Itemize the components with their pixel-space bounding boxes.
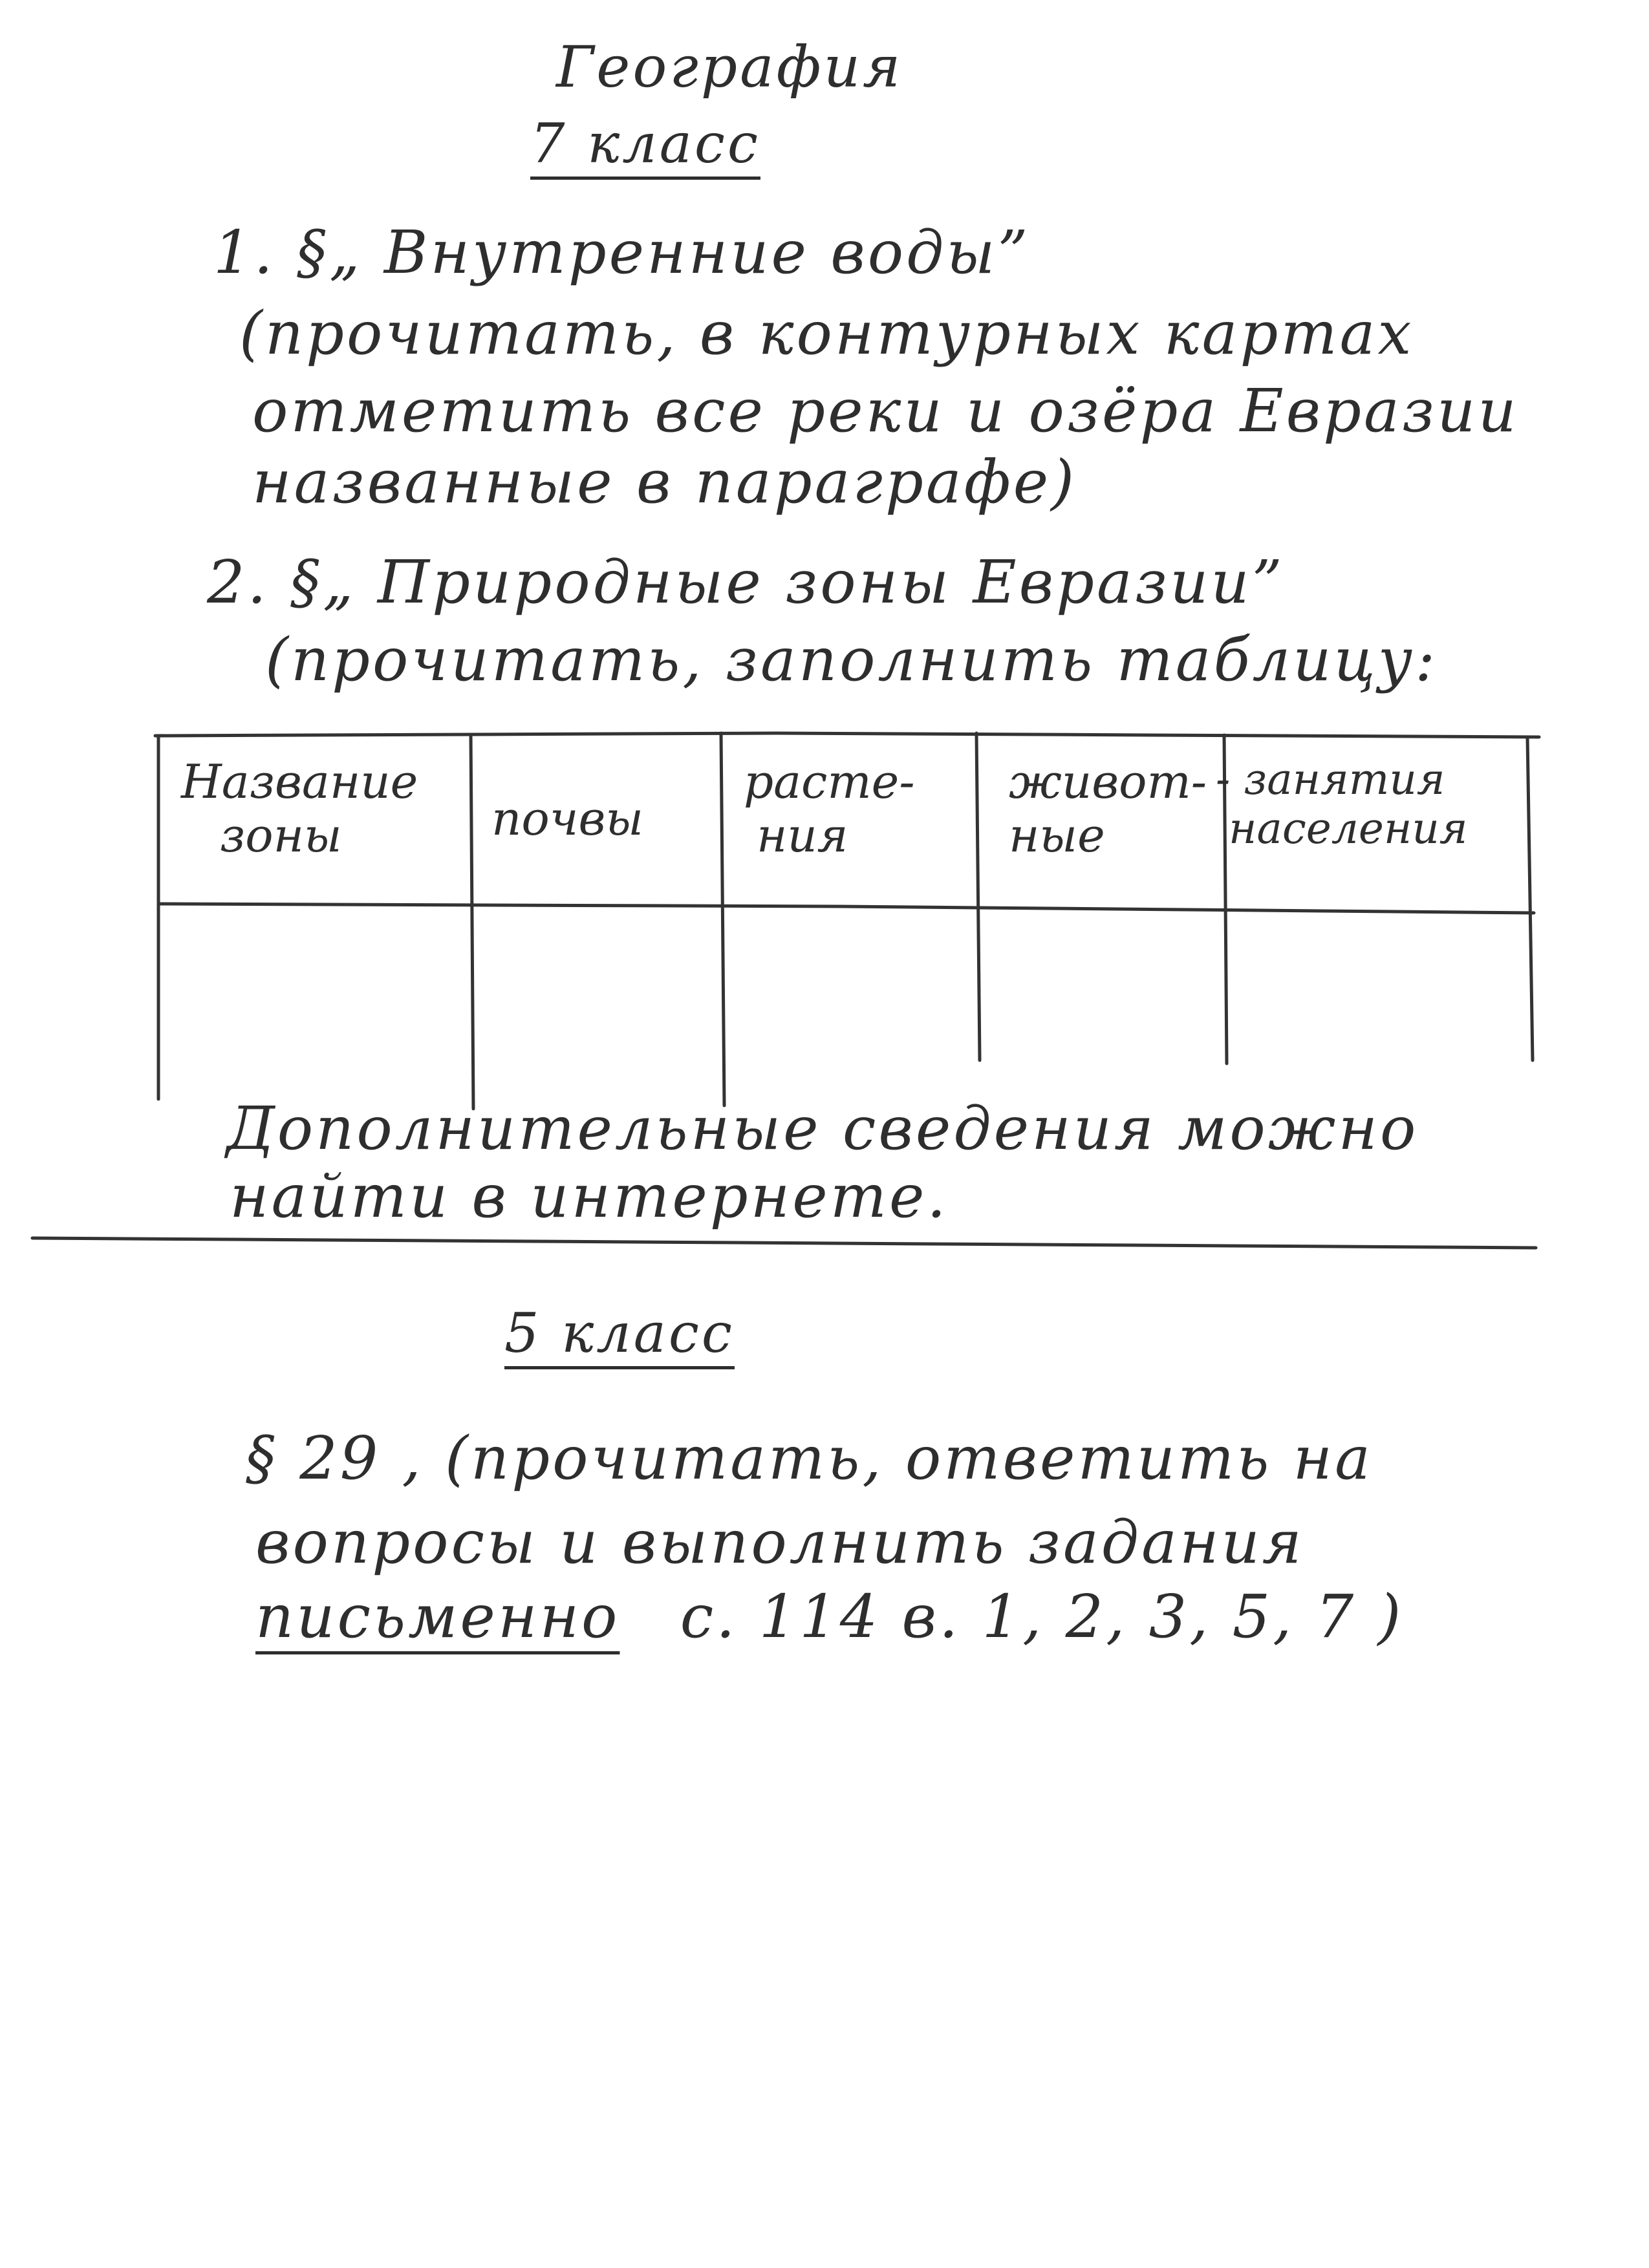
grade5-task-line2: вопросы и выполнить задания	[255, 1508, 1304, 1577]
grade5-task-pages: с. 114 в. 1, 2, 3, 5, 7 )	[680, 1582, 1404, 1651]
task2-line2: (прочитать, заполнить таблицу:	[265, 625, 1438, 694]
table-header-animals: живот- ные	[1009, 754, 1207, 862]
task2-line1: 2. §„ Природные зоны Евразии”	[207, 548, 1285, 617]
note-line1: Дополнительные сведения можно	[226, 1094, 1419, 1163]
table-header-plants: расте- ния	[744, 754, 915, 862]
task1-line4: названные в параграфе)	[252, 447, 1077, 517]
table-header-soils: почвы	[491, 791, 644, 846]
grade5-task-line1: § 29 , (прочитать, ответить на	[246, 1424, 1373, 1493]
subject-title: География	[556, 34, 903, 100]
grade-5-heading: 5 класс	[504, 1301, 735, 1365]
task1-line1: 1. §„ Внутренние воды”	[213, 218, 1031, 287]
table-header-zone-name: Название зоны	[181, 754, 418, 862]
grade5-task-line3	[255, 1582, 1404, 1651]
table-header-population-activity: - занятия населения	[1216, 754, 1468, 853]
written-emphasis: письменно	[255, 1582, 620, 1651]
task1-line3: отметить все реки и озёра Евразии	[252, 376, 1519, 445]
note-line2: найти в интернете.	[230, 1162, 949, 1231]
task1-line2: (прочитать, в контурных картах	[239, 299, 1414, 368]
grade-7-heading: 7 класс	[530, 112, 760, 175]
